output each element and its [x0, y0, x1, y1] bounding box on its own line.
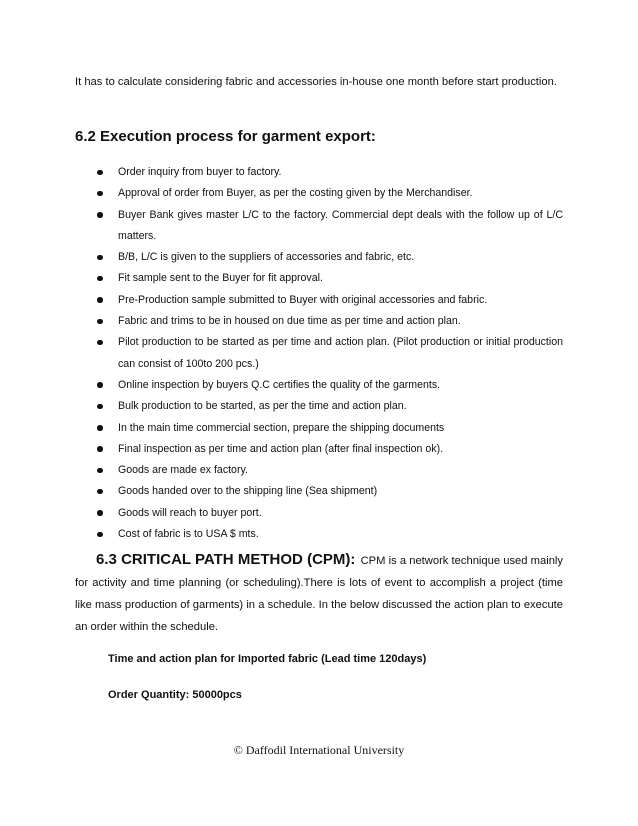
list-item-text: B/B, L/C is given to the suppliers of accessories and fabric, etc.: [118, 251, 415, 264]
list-item: [94, 375, 563, 396]
list-item-text: Goods are made ex factory.: [118, 464, 248, 477]
bullet-icon: [97, 319, 103, 325]
bullet-icon: [97, 340, 103, 346]
list-item-text: Cost of fabric is to USA $ mts.: [118, 528, 259, 541]
bullet-icon: [97, 297, 103, 303]
bullet-icon: [97, 510, 103, 516]
list-item-text: Final inspection as per time and action plan (after final inspection ok).: [118, 442, 444, 455]
bullet-icon: [97, 276, 103, 282]
list-item-text: Bulk production to be started, as per the time and action plan.: [118, 400, 407, 413]
plan-subheading: Time and action plan for Imported fabric (Lead time 120days): [108, 653, 427, 665]
list-item-text: Goods handed over to the shipping line (Sea shipment): [118, 485, 378, 498]
bullet-icon: [97, 170, 103, 176]
list-item: [94, 524, 563, 545]
list-item: [94, 481, 563, 502]
bullet-icon: [97, 532, 103, 538]
list-item: [94, 311, 563, 332]
list-item-text: Pilot production to be started as per time and action plan. (Pilot production or initial production can consist of 100to 200 pcs.): [118, 336, 563, 370]
list-item-text: Buyer Bank gives master L/C to the factory. Commercial dept deals with the follow up of L/C matters.: [118, 208, 563, 242]
list-item: [94, 205, 563, 248]
list-item-text: Goods will reach to buyer port.: [118, 506, 262, 519]
list-item: [94, 460, 563, 481]
order-quantity-subheading: Order Quantity: 50000pcs: [108, 689, 242, 701]
list-item: [94, 332, 563, 375]
list-item: [94, 162, 563, 183]
bullet-icon: [97, 425, 103, 431]
bullet-icon: [97, 489, 103, 495]
list-item: [94, 183, 563, 204]
list-item-text: Approval of order from Buyer, as per the costing given by the Merchandiser.: [118, 187, 473, 200]
page-footer: © Daffodil International University: [233, 743, 405, 757]
bullet-icon: [97, 404, 103, 410]
list-item-text: In the main time commercial section, prepare the shipping documents: [118, 421, 445, 434]
list-item: [94, 247, 563, 268]
list-item: [94, 418, 563, 439]
list-item: [94, 439, 563, 460]
cpm-body-text: CPM is a network technique used mainly for activity and time planning (or scheduling).There is lots of event to accomplish a project (time like mass production of garments) in a schedule. In the below discussed the action plan to execute an order within the schedule.: [75, 555, 563, 633]
bullet-icon: [97, 382, 103, 388]
list-item: [94, 396, 563, 417]
list-item: [94, 290, 563, 311]
execution-process-list: [94, 162, 563, 545]
list-item: [94, 503, 563, 524]
list-item-text: Pre-Production sample submitted to Buyer with original accessories and fabric.: [118, 293, 488, 306]
list-item: [94, 268, 563, 289]
list-item-text: Order inquiry from buyer to factory.: [118, 166, 282, 178]
list-item-text: Fabric and trims to be in housed on due time as per time and action plan.: [118, 315, 461, 328]
list-item-text: Fit sample sent to the Buyer for fit approval.: [118, 272, 323, 285]
list-item-text: Online inspection by buyers Q.C certifies the quality of the garments.: [118, 378, 441, 391]
bullet-icon: [97, 255, 103, 261]
bullet-icon: [97, 212, 103, 218]
section-6-3-heading: 6.3 CRITICAL PATH METHOD (CPM):: [96, 551, 356, 568]
cpm-paragraph: [75, 549, 563, 638]
intro-paragraph: It has to calculate considering fabric and accessories in-house one month before start production.: [75, 76, 557, 88]
bullet-icon: [97, 191, 103, 197]
bullet-icon: [97, 468, 103, 474]
bullet-icon: [97, 446, 103, 452]
section-6-2-heading: 6.2 Execution process for garment export:: [75, 128, 376, 145]
